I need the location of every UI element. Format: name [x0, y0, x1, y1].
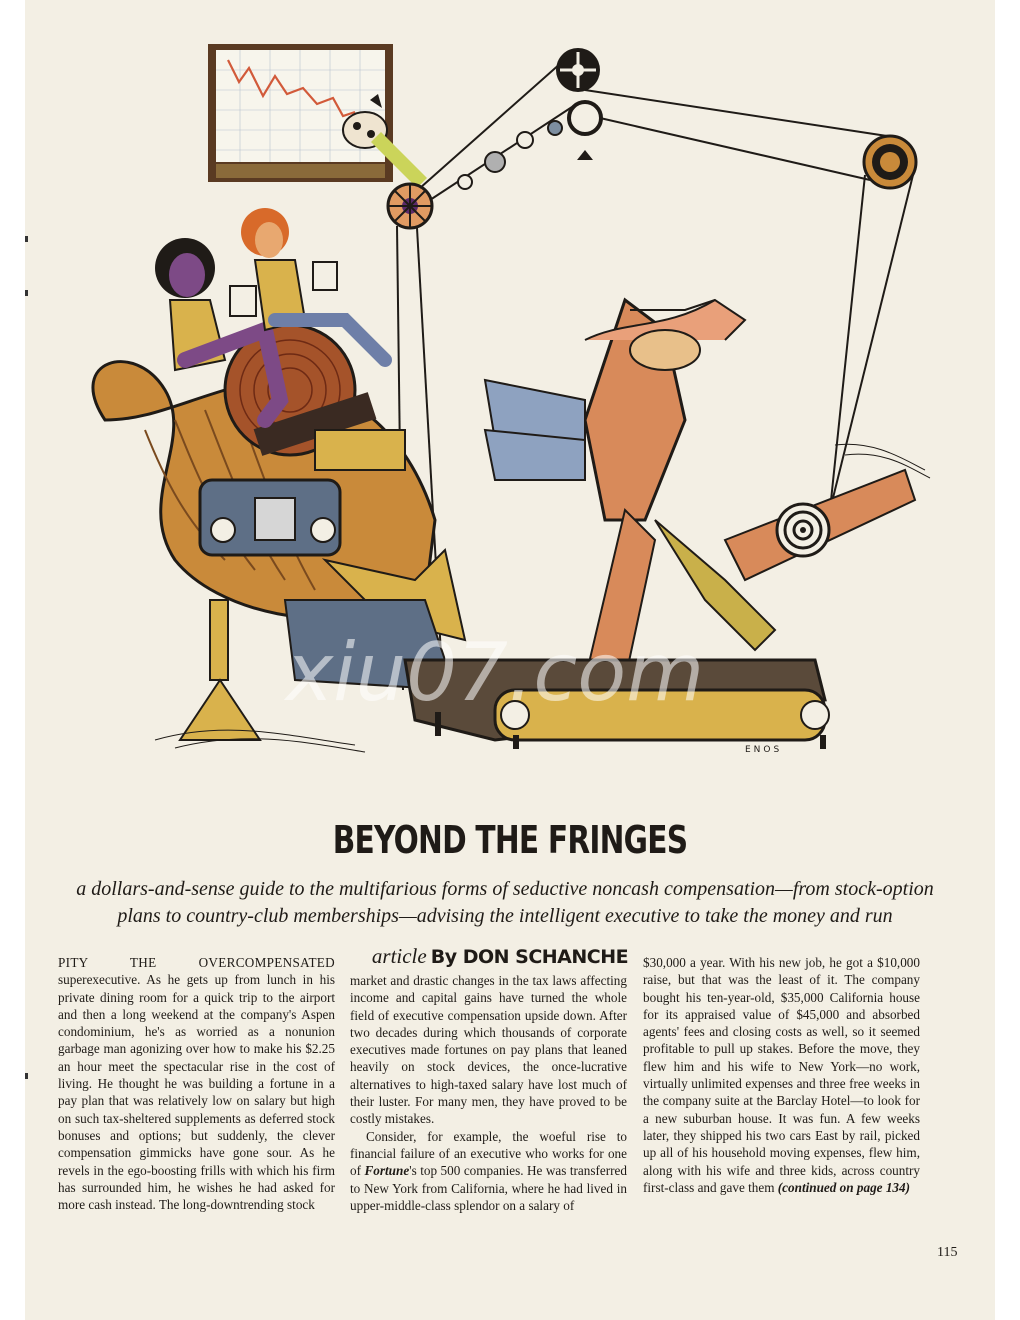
continued-note: (continued on page 134) [777, 1179, 911, 1195]
coin-chain [458, 121, 562, 189]
margin-mark [25, 290, 28, 296]
column-2-paragraph-2 [350, 1128, 627, 1214]
running-executive [485, 300, 915, 680]
text-column-1 [58, 954, 335, 1213]
watermark: xiu07.com [285, 626, 705, 719]
text-column-3 [643, 954, 920, 1196]
headline: BEYOND THE FRINGES [332, 818, 688, 862]
column-2-p2-end: 's top 500 companies. He was transferred to New York from California, where he had lived in upper-middle-class splendor on a salary of [350, 1163, 627, 1213]
fortune-name: Fortune [364, 1163, 410, 1179]
illustration [25, 0, 995, 800]
deck-subheading: a dollars-and-sense guide to the multifarious forms of seductive noncash compensation—from stock-option plans to country-club memberships—advising the intelligent executive to take the money and run [76, 878, 934, 927]
magazine-page [25, 0, 995, 1320]
artist-signature: ENOS [745, 745, 783, 755]
byline-author: By DON SCHANCHE [430, 946, 629, 968]
gear-top [556, 48, 601, 160]
column-2-p2-start: Consider, for example, the woeful rise to financial failure of an executive who works for one of [350, 1128, 627, 1179]
pulley-right [864, 136, 916, 188]
column-1-body: superexecutive. As he gets up from lunch in his private dining room for a quick trip to the airport and then a long weekend at the company's Aspen condominium, he's as worried as a nonunion garbage man agonizing over how to make his $2.25 an hour meet the spectacular rise in the cost of living. He thought he was building a fortune in a pay plan that was relatively low on salary but high on such tax-sheltered supplements as deferred stock bonuses and options; but suddenly, the clever compensation gimmicks have gone sour. As he revels in the ego-boosting frills with which his firm has surrounded him, he wishes he had asked for more cash instead. The long-downtrending stock [58, 972, 335, 1213]
byline-prefix: article [371, 944, 427, 968]
column-2-paragraph-1: market and drastic changes in the tax laws affecting income and capital gains have turned the whole field of executive compensation upside down. After two decades during which thousands of corporate executives made fortunes on pay plans that leaned heavily on stock devices, the once-lucrative alternatives to high-taxed salary have lost much of their luster. For many men, they have proved to be costly mistakes. [350, 973, 627, 1127]
hanging-weight [777, 504, 829, 556]
margin-mark [25, 236, 28, 242]
column-3-body: $30,000 a year. With his new job, he got a $10,000 raise, but that was the least of it. The company bought his ten-year-old, $35,000 California house for its appraised value of $45,000 and absorbed agents' fees and closing costs as well, so it seemed profitable to pull up stakes. Before the move, they flew him and his wife to New York—no work, virtually unlimited expenses and three free weeks in the company suite at the Barclay Hotel—to look for a new suburban house. It was fun. A few weeks later, they shipped his two cars East by rail, picked up all of his household moving expenses, flew him, along with his wife and three kids, across country first-class and gave them [643, 955, 920, 1195]
text-column-2 [350, 972, 627, 1214]
lead-in: PITY THE OVERCOMPENSATED [58, 955, 335, 970]
byline [350, 944, 650, 969]
pulley-left [388, 184, 432, 228]
margin-mark [25, 1073, 28, 1079]
page-number: 115 [937, 1245, 958, 1260]
